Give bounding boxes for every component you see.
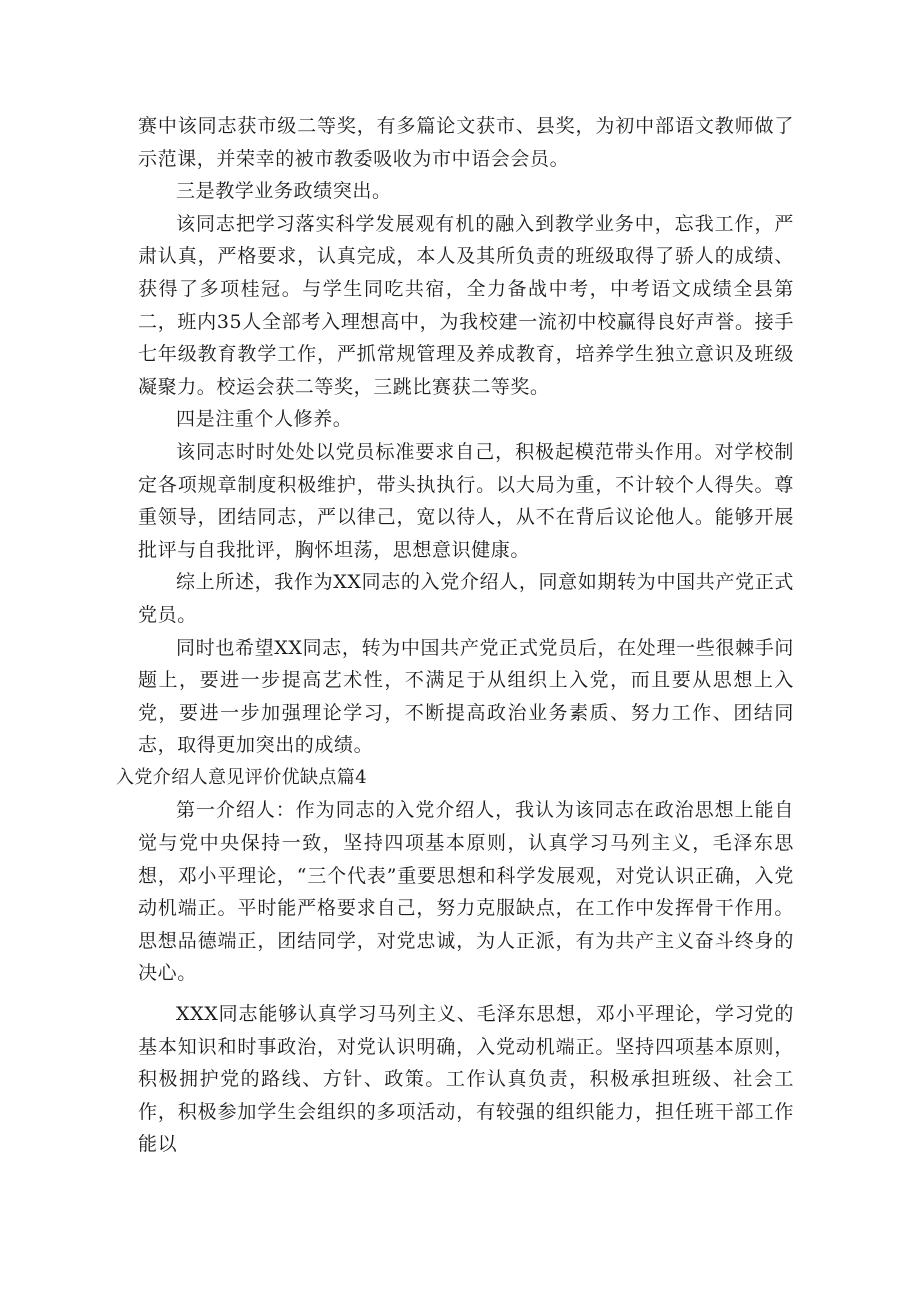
body-paragraph-5: 该同志时时处处以党员标准要求自己，积极起模范带头作用。对学校制定各项规章制度积极维护，带头执执行。以大局为重，不计较个人得失。尊重领导，团结同志，严以律己，宽以待人，从不在背后议论他人。能够开展批评与自我批评，胸怀坦荡，思想意识健康。 [138,440,794,561]
section-paragraph-1: 第一介绍人：作为同志的入党介绍人，我认为该同志在政治思想上能自觉与党中央保持一致，坚持四项基本原则，认真学习马列主义，毛泽东思想，邓小平理论，“三个代表”重要思想和科学发展观，对党认识正确，入党动机端正。平时能严格要求自己，努力克服缺点，在工作中发挥骨干作用。思想品德端正，团结同学，对党忠诚，为人正派，有为共产主义奋斗终身的决心。 [138,799,794,985]
section-heading: 入党介绍人意见评价优缺点篇4 [116,766,368,788]
body-paragraph-1: 赛中该同志获市级二等奖，有多篇论文获市、县奖，为初中部语文教师做了示范课，并荣幸的被市教委吸收为市中语会会员。 [138,115,794,170]
body-paragraph-3: 该同志把学习落实科学发展观有机的融入到教学业务中，忘我工作，严肃认真，严格要求，认真完成，本人及其所负责的班级取得了骄人的成绩、获得了多项桂冠。与学生同吃共宿，全力备战中考，中考语文成绩全县第二，班内35人全部考入理想高中，为我校建一流初中校赢得良好声誉。接手七年级教育教学工作，严抓常规管理及养成教育，培养学生独立意识及班级凝聚力。校运会获二等奖，三跳比赛获二等奖。 [138,212,794,398]
body-paragraph-2: 三是教学业务政绩突出。 [176,180,392,203]
body-paragraph-6: 综上所述，我作为XX同志的入党介绍人，同意如期转为中国共产党正式党员。 [138,571,794,626]
body-paragraph-4: 四是注重个人修养。 [176,408,353,431]
body-paragraph-7: 同时也希望XX同志，转为中国共产党正式党员后，在处理一些很棘手问题上，要进一步提高艺术性，不满足于从组织上入党，而且要从思想上入党，要进一步加强理论学习，不断提高政治业务素质、努力工作、团结同志，取得更加突出的成绩。 [138,636,794,757]
section-paragraph-2: XXX同志能够认真学习马列主义、毛泽东思想，邓小平理论，学习党的基本知识和时事政治，对党认识明确，入党动机端正。坚持四项基本原则，积极拥护党的路线、方针、政策。工作认真负责，积极承担班级、社会工作，积极参加学生会组织的多项活动，有较强的组织能力，担任班干部工作能以 [138,1003,794,1156]
